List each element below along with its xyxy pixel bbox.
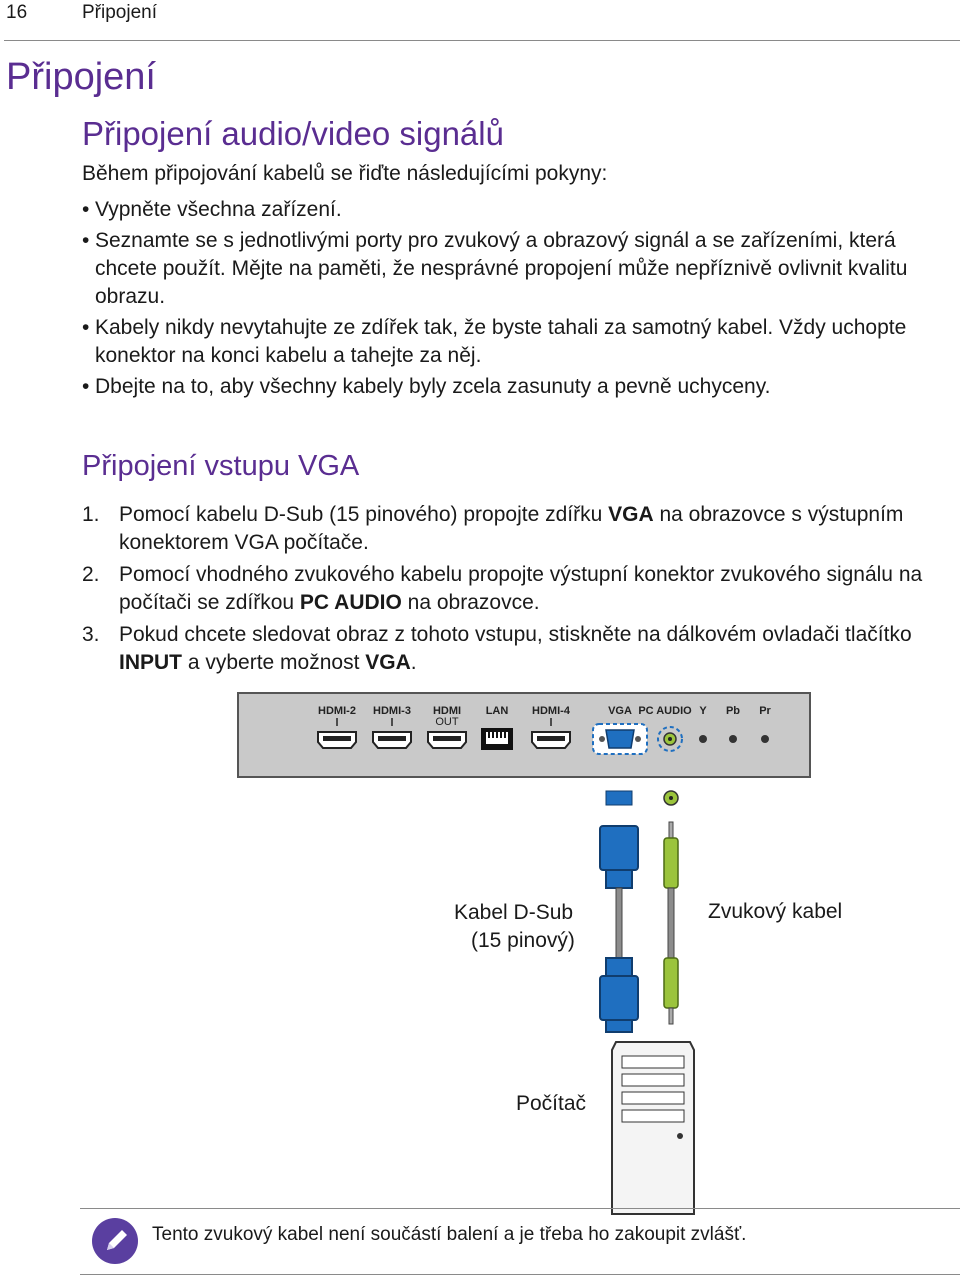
vga-cable-icon [600, 826, 638, 1032]
port-label-hdmi-out: HDMI [432, 705, 462, 717]
list-item: • Vypněte všechna zařízení. [82, 196, 952, 224]
step-item: 3. Pokud chcete sledovat obraz z tohoto vstupu, stiskněte na dálkovém ovladači tlačítko INPUT a vyberte možnost VGA. [82, 623, 912, 674]
step-number: 2. [82, 563, 100, 586]
step-number: 1. [82, 503, 100, 526]
section-intro: Během připojování kabelů se řiďte následujícími pokyny: [82, 162, 608, 185]
vga-connector-icon [606, 791, 632, 805]
port-label-pb: Pb [725, 705, 741, 717]
port-label-y: Y [699, 705, 707, 717]
port-label-hdmi2: HDMI-2 [318, 705, 356, 717]
step-item: 2. Pomocí vhodného zvukového kabelu propojte výstupní konektor zvukového signálu na počítači se zdířkou PC AUDIO na obrazovce. [82, 563, 923, 614]
lan-port-icon [481, 728, 513, 750]
subsection-title: Připojení vstupu VGA [82, 450, 360, 482]
pencil-icon [90, 1216, 140, 1271]
header-divider [4, 40, 960, 41]
list-item: • Dbejte na to, aby všechny kabely byly zcela zasunuty a pevně uchyceny. [82, 373, 952, 401]
page-title: Připojení [6, 56, 156, 98]
computer-tower-icon [612, 1042, 694, 1214]
note-box [0, 1208, 960, 1278]
port-label-pc-audio: PC AUDIO [638, 705, 692, 717]
guideline-list [82, 196, 952, 404]
audio-cable-label: Zvukový kabel [708, 900, 843, 923]
step-item: 1. Pomocí kabelu D-Sub (15 pinového) propojte zdířku VGA na obrazovce s výstupním konektorem VGA počítače. [82, 503, 904, 554]
audio-cable-icon [664, 822, 678, 1024]
computer-label: Počítač [516, 1092, 587, 1115]
port-label-hdmi4: HDMI-4 [532, 705, 570, 717]
page-header [0, 0, 960, 42]
port-label-lan: LAN [485, 705, 509, 717]
port-label-hdmi-out-sub: OUT [435, 716, 459, 728]
dsub-cable-label: Kabel D-Sub [454, 901, 574, 924]
port-label-hdmi3: HDMI-3 [373, 705, 411, 717]
note-divider-bottom [80, 1274, 960, 1275]
list-item: • Seznamte se s jednotlivými porty pro zvukový a obrazový signál a se zařízeními, která chcete použít. Mějte na paměti, že nesprávné propojení může nepříznivě ovlivnit kvalitu obrazu. [82, 227, 952, 311]
page-number: 16 [6, 2, 28, 23]
section-title: Připojení audio/video signálů [82, 115, 504, 152]
dsub-cable-label-sub: (15 pinový) [471, 929, 575, 952]
connection-diagram [0, 680, 960, 1220]
note-divider-top [80, 1208, 960, 1209]
list-item: • Kabely nikdy nevytahujte ze zdířek tak, že byste tahali za samotný kabel. Vždy uchopte konektor na konci kabelu a tahejte za něj. [82, 314, 952, 370]
port-label-pr: Pr [759, 705, 771, 717]
port-label-vga: VGA [608, 705, 632, 717]
note-text: Tento zvukový kabel není součástí balení a je třeba ho zakoupit zvlášť. [152, 1224, 747, 1245]
step-number: 3. [82, 623, 100, 646]
steps-list [82, 501, 957, 681]
chapter-title: Připojení [82, 2, 157, 23]
vga-port-icon [593, 724, 647, 754]
